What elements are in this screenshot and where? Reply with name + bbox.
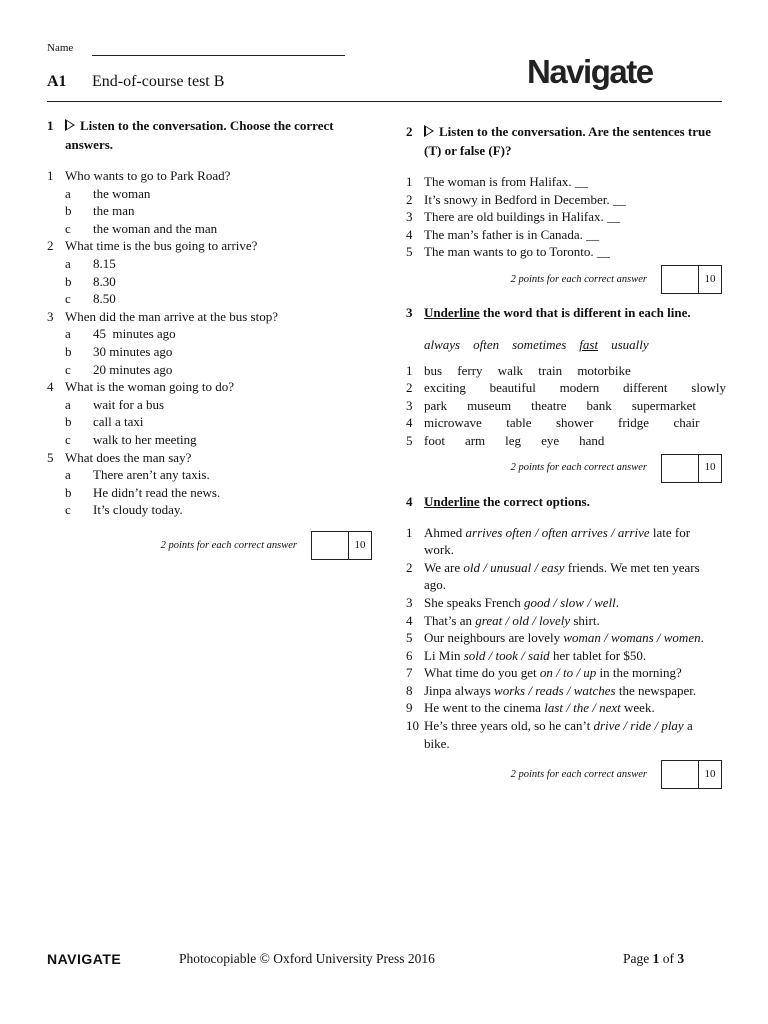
sentence-item[interactable]: 6 Li Min sold / took / said her tablet for $50. (406, 647, 647, 663)
answer-option[interactable]: c walk to her meeting (65, 431, 197, 447)
score-input[interactable] (662, 761, 699, 788)
section-1 (47, 116, 367, 560)
word-choice[interactable]: shower (555, 415, 594, 431)
word-choice[interactable]: table (506, 415, 532, 431)
answer-option[interactable]: b the man (65, 203, 135, 219)
options-list (406, 524, 718, 753)
word-choice[interactable]: train (538, 362, 563, 378)
word-choice[interactable]: motorbike (577, 362, 631, 378)
sentence-item[interactable]: 9 He went to the cinema last / the / next week. (406, 700, 655, 716)
section-number: 1 (47, 118, 54, 133)
answer-option[interactable]: a There aren’t any taxis. (65, 467, 210, 483)
answer-option[interactable]: c 8.50 (65, 291, 116, 307)
section-instruction: Listen to the conversation. Are the sentences true (T) or false (F)? (424, 124, 711, 158)
true-false-list (406, 173, 726, 261)
navigate-logo: Navigate (527, 53, 653, 90)
score-row: 2 points for each correct answer 10 (406, 454, 722, 483)
word-row: 3 park museum theatre bank supermarket (406, 397, 696, 413)
word-choice[interactable]: arm (464, 432, 486, 448)
sentence-item[interactable]: 3 She speaks French good / slow / well. (406, 594, 619, 610)
word-choice[interactable]: beautiful (489, 380, 536, 396)
word-choice[interactable]: bank (586, 397, 612, 413)
answer-option[interactable]: a 45 minutes ago (65, 326, 176, 342)
name-line (92, 55, 345, 56)
answer-option[interactable]: c 20 minutes ago (65, 361, 173, 377)
word-row: 1 bus ferry walk train motorbike (406, 362, 631, 378)
score-box (311, 531, 372, 560)
answer-option[interactable]: a the woman (65, 185, 151, 201)
score-input[interactable] (662, 455, 699, 482)
statement[interactable]: 1 The woman is from Halifax. __ (406, 174, 588, 189)
page-indicator: Page 1 of 3 (623, 951, 685, 966)
play-audio-icon (65, 119, 75, 131)
header-divider (47, 101, 722, 102)
sentence-item[interactable]: 8 Jinpa always works / reads / watches the newspaper. (406, 682, 697, 698)
word-choice[interactable]: ferry (457, 362, 483, 378)
word-choice[interactable]: bus (424, 362, 443, 378)
statement[interactable]: 5 The man wants to go to Toronto. __ (406, 244, 610, 260)
question: 3 When did the man arrive at the bus stop? (47, 308, 278, 324)
example-line: always often sometimes fast usually (424, 336, 649, 352)
answer-option[interactable]: b 30 minutes ago (65, 343, 173, 359)
question-list (47, 167, 367, 519)
word-choice[interactable]: exciting (424, 380, 466, 396)
sentence-item[interactable]: 2 We are old / unusual / easy friends. We met ten years ago. (406, 559, 700, 593)
word-choice[interactable]: different (623, 380, 668, 396)
word-choice[interactable]: hand (579, 432, 605, 448)
play-audio-icon (424, 125, 434, 137)
word-row: 2 exciting beautiful modern different slowly (406, 380, 726, 396)
answer-option[interactable]: b He didn’t read the news. (65, 484, 221, 500)
score-row: 2 points for each correct answer 10 (406, 760, 722, 789)
sentence-item[interactable]: 4 That’s an great / old / lovely shirt. (406, 612, 600, 628)
right-column (406, 122, 726, 789)
footer-brand: NAVIGATE (47, 951, 122, 967)
answer-option[interactable]: b 8.30 (65, 273, 116, 289)
statement[interactable]: 3 There are old buildings in Halifax. __ (406, 209, 621, 225)
score-box: 10 (661, 760, 722, 789)
statement[interactable]: 2 It’s snowy in Bedford in December. __ (406, 191, 626, 207)
statement[interactable]: 4 The man’s father is in Canada. __ (406, 226, 600, 242)
score-row: 2 points for each correct answer 10 (406, 265, 722, 294)
question: 1 Who wants to go to Park Road? (47, 168, 231, 183)
word-row: 5 foot arm leg eye hand (406, 432, 605, 448)
test-title: End-of-course test B (92, 73, 225, 90)
score-text: 2 points for each correct answer (160, 539, 297, 551)
answer-option[interactable]: c It’s cloudy today. (65, 502, 183, 518)
word-choice[interactable]: park (424, 397, 448, 413)
word-choice[interactable]: chair (673, 415, 700, 431)
score-total: 10 (354, 538, 366, 551)
word-choice[interactable]: modern (559, 380, 600, 396)
word-choice[interactable]: museum (467, 397, 512, 413)
word-choice[interactable]: leg (505, 432, 522, 448)
level-label: A1 (47, 73, 67, 90)
answer-option[interactable]: b call a taxi (65, 414, 144, 430)
sentence-item[interactable]: 10 He’s three years old, so he can’t drive / ride / play a bike. (406, 718, 693, 751)
word-choice[interactable]: fridge (617, 415, 650, 431)
word-choice[interactable]: microwave (424, 415, 482, 431)
answer-option[interactable]: a wait for a bus (65, 396, 165, 412)
footer-copyright: Photocopiable © Oxford University Press 2016 (179, 951, 435, 966)
answer-option[interactable]: c the woman and the man (65, 220, 218, 236)
section-1-heading (47, 116, 367, 154)
sentence-item[interactable]: 5 Our neighbours are lovely woman / womans / women. (406, 630, 704, 646)
word-choice[interactable]: walk (497, 362, 524, 378)
word-choice[interactable]: supermarket (631, 397, 696, 413)
section-instruction: Listen to the conversation. Choose the correct answers. (65, 118, 334, 152)
score-row (47, 531, 372, 560)
score-input[interactable] (662, 266, 699, 293)
section-3-heading: 3 Underline the word that is different in each line. (406, 304, 691, 320)
score-input[interactable] (312, 532, 349, 559)
name-label: Name (47, 42, 74, 54)
word-choice[interactable]: eye (541, 432, 560, 448)
sentence-item[interactable]: 7 What time do you get on / to / up in the morning? (406, 665, 682, 681)
section-2-heading: 2 Listen to the conversation. Are the sentences true (T) or false (F)? (406, 124, 711, 158)
question: 4 What is the woman going to do? (47, 379, 234, 395)
section-4-heading: 4 Underline the correct options. (406, 493, 590, 509)
question: 5 What does the man say? (47, 449, 192, 465)
word-choice[interactable]: theatre (531, 397, 567, 413)
word-row: 4 microwave table shower fridge chair (406, 415, 700, 431)
score-box: 10 (661, 265, 722, 294)
word-rows (406, 362, 726, 450)
sentence-item[interactable]: 1 Ahmed arrives often / often arrives / arrive late for work. (406, 524, 691, 558)
word-choice[interactable]: slowly (691, 380, 726, 396)
word-choice[interactable]: foot (424, 432, 445, 448)
answer-option[interactable]: a 8.15 (65, 255, 116, 271)
question: 2 What time is the bus going to arrive? (47, 238, 258, 254)
score-box: 10 (661, 454, 722, 483)
